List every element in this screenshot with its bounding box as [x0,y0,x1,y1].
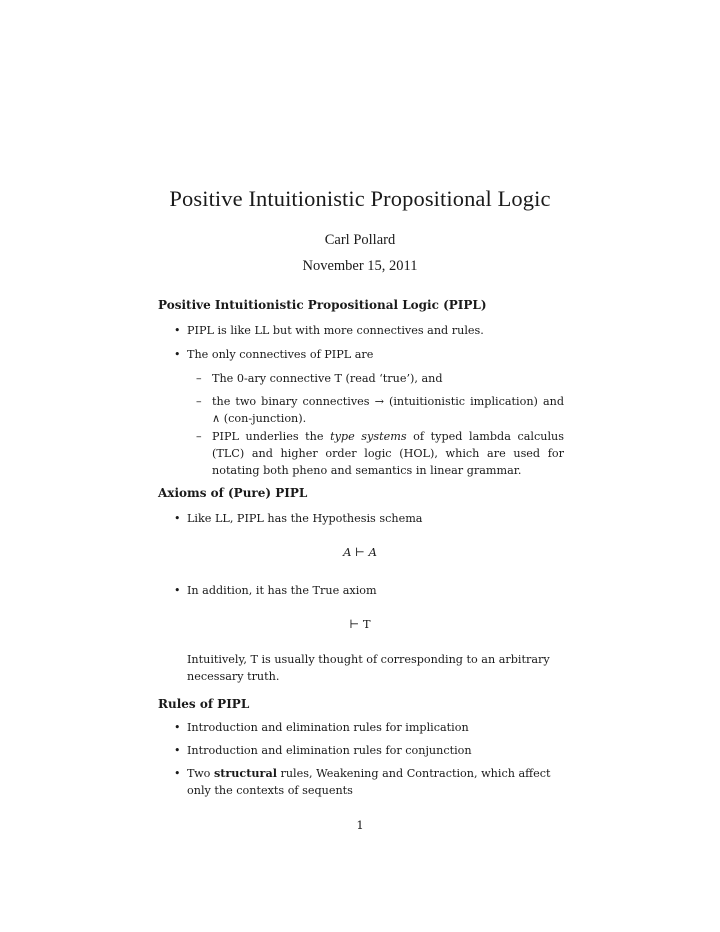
dash-icon: – [196,372,202,385]
item-text: Introduction and elimination rules for conjunction [187,744,472,757]
list-item [174,346,564,363]
list-item [174,510,564,527]
section-heading-pipl: Positive Intuitionistic Propositional Logic (PIPL) [158,298,487,312]
bullet-icon: • [174,512,181,525]
paper-title: Positive Intuitionistic Propositional Logic [169,186,551,211]
dash-icon: – [196,430,202,443]
page-number: 1 [356,818,364,832]
formula-hypothesis [0,545,720,559]
list-item [174,719,564,736]
list-item [174,322,564,339]
subitem-text: PIPL underlies the type systems of typed lambda calculus (TLC) and higher order logic (HOL), which are used for notating both pheno and semantics in linear grammar. [212,430,564,477]
item-text: Introduction and elimination rules for implication [187,721,469,734]
section-heading-axioms: Axioms of (Pure) PIPL [158,486,308,500]
list-item [174,582,564,599]
item-text: Like LL, PIPL has the Hypothesis schema [187,512,423,525]
item-text: Two structural rules, Weakening and Contraction, which affect only the contexts of sequents [187,766,551,797]
bullet-icon: • [174,348,181,361]
bullet-icon: • [174,744,181,757]
bullet-icon: • [174,767,181,780]
list-item [174,742,564,759]
author: Carl Pollard [324,232,396,248]
bullet-icon: • [174,324,181,337]
subitem-text: the two binary connectives → (intuitionistic implication) and ∧ (con-junction). [212,395,564,425]
formula-text: A ⊢ A [343,545,377,559]
sub-list-item [196,370,564,387]
sub-list-item [196,428,564,479]
date: November 15, 2011 [302,258,418,274]
bullet-icon: • [174,721,181,734]
list-item [174,765,564,799]
section-heading-rules: Rules of PIPL [158,697,250,711]
sub-list-item [196,393,564,427]
formula-true: ⊢ T [349,617,371,631]
subitem-text: The 0-ary connective T (read ‘true’), and [212,372,443,385]
item-text: The only connectives of PIPL are [187,348,374,361]
item-text: In addition, it has the True axiom [187,584,377,597]
dash-icon: – [196,395,202,408]
item-text: PIPL is like LL but with more connectives and rules. [187,324,484,337]
note-paragraph: Intuitively, T is usually thought of corresponding to an arbitrary necessary truth. [187,653,550,683]
bullet-icon: • [174,584,181,597]
